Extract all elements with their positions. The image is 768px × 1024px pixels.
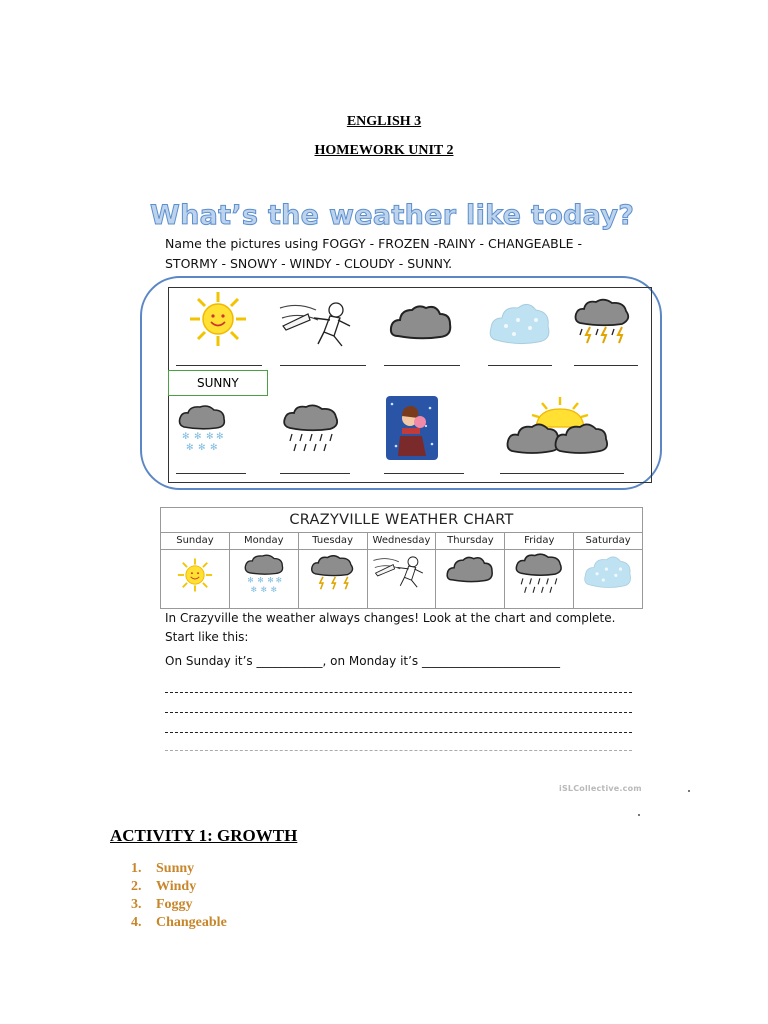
chart-title: CRAZYVILLE WEATHER CHART — [289, 512, 514, 528]
fog-icon — [488, 300, 552, 350]
svg-text:✻: ✻ — [247, 575, 254, 585]
sun-icon — [173, 553, 217, 597]
day-name: Tuesday — [299, 533, 367, 550]
list-number: 4. — [131, 915, 142, 930]
day-column-sunday — [161, 533, 230, 609]
day-column-monday — [230, 533, 299, 609]
svg-text:✻: ✻ — [216, 432, 224, 442]
svg-text:✻: ✻ — [275, 575, 282, 585]
list-item — [131, 914, 227, 932]
day-name: Friday — [505, 533, 573, 550]
svg-text:✻: ✻ — [257, 575, 264, 585]
list-number: 1. — [131, 861, 142, 876]
chart-days — [161, 532, 642, 609]
worksheet-title: What’s the weather like today? — [150, 200, 635, 231]
day-column-wednesday — [368, 533, 437, 609]
writing-line[interactable] — [165, 732, 632, 733]
writing-line[interactable] — [165, 712, 632, 713]
rain-cloud-icon — [514, 553, 564, 597]
svg-text:✻: ✻ — [250, 584, 257, 594]
activity-title: ACTIVITY 1: GROWTH — [110, 826, 298, 845]
list-item — [131, 860, 227, 878]
weather-chart — [160, 507, 643, 609]
homework-title: HOMEWORK UNIT 2 — [314, 143, 454, 158]
activity-list — [131, 860, 227, 932]
answer-blank[interactable] — [384, 473, 464, 474]
day-name: Saturday — [574, 533, 642, 550]
wind-icon — [372, 553, 432, 589]
list-text: Changeable — [156, 915, 227, 930]
exercise-paragraph: In Crazyville the weather always changes! Look at the chart and complete. Start like this: — [165, 611, 616, 644]
svg-text:✻: ✻ — [198, 443, 206, 453]
snow-cloud-icon — [178, 405, 226, 457]
list-text: Windy — [156, 879, 197, 894]
list-number: 3. — [131, 897, 142, 912]
day-name: Monday — [230, 533, 298, 550]
snow-cloud-icon — [244, 553, 284, 599]
speck — [638, 814, 640, 816]
list-text: Foggy — [156, 897, 193, 912]
answer-blank[interactable] — [574, 365, 638, 366]
speck — [688, 790, 690, 792]
rain-cloud-icon — [282, 404, 340, 456]
answer-blank[interactable] — [488, 365, 552, 366]
wind-icon — [278, 298, 363, 348]
credit-watermark: iSLCollective.com — [559, 784, 642, 793]
answer-blank[interactable] — [384, 365, 460, 366]
answer-blank[interactable] — [176, 365, 262, 366]
list-item — [131, 878, 227, 896]
list-item — [131, 896, 227, 914]
sun-cloud-icon — [506, 395, 610, 461]
list-number: 2. — [131, 879, 142, 894]
storm-icon — [572, 297, 634, 347]
answer-blank[interactable] — [280, 473, 350, 474]
course-title: ENGLISH 3 — [346, 114, 422, 129]
example-answer-box: SUNNY — [168, 370, 268, 396]
list-text: Sunny — [156, 861, 195, 876]
svg-text:✻: ✻ — [260, 584, 267, 594]
svg-text:✻: ✻ — [270, 584, 277, 594]
storm-icon — [309, 553, 357, 593]
svg-text:✻: ✻ — [194, 432, 202, 442]
answer-blank[interactable] — [176, 473, 246, 474]
svg-text:✻: ✻ — [206, 432, 214, 442]
day-column-tuesday — [299, 533, 368, 609]
frozen-person-icon — [386, 396, 438, 460]
svg-text:✻: ✻ — [186, 443, 194, 453]
answer-blank[interactable] — [500, 473, 624, 474]
answer-blank[interactable] — [280, 365, 366, 366]
day-column-saturday — [574, 533, 642, 609]
cloud-icon — [388, 302, 454, 344]
cloud-icon — [445, 553, 495, 587]
day-name: Thursday — [436, 533, 504, 550]
svg-text:✻: ✻ — [210, 443, 218, 453]
svg-text:✻: ✻ — [182, 432, 190, 442]
worksheet-instructions: Name the pictures using FOGGY - FROZEN -RAINY - CHANGEABLE - STORMY - SNOWY - WINDY - CLOUDY - SUNNY. — [165, 236, 583, 271]
writing-line[interactable] — [165, 692, 632, 693]
svg-text:✻: ✻ — [267, 575, 274, 585]
sun-icon — [182, 290, 254, 348]
exercise-start-line: On Sunday it’s ___________, on Monday it’s _______________________ — [165, 654, 560, 668]
day-name: Sunday — [161, 533, 229, 550]
fog-icon — [583, 553, 633, 593]
day-column-friday — [505, 533, 574, 609]
day-column-thursday — [436, 533, 505, 609]
day-name: Wednesday — [368, 533, 436, 550]
writing-line[interactable] — [165, 750, 632, 751]
